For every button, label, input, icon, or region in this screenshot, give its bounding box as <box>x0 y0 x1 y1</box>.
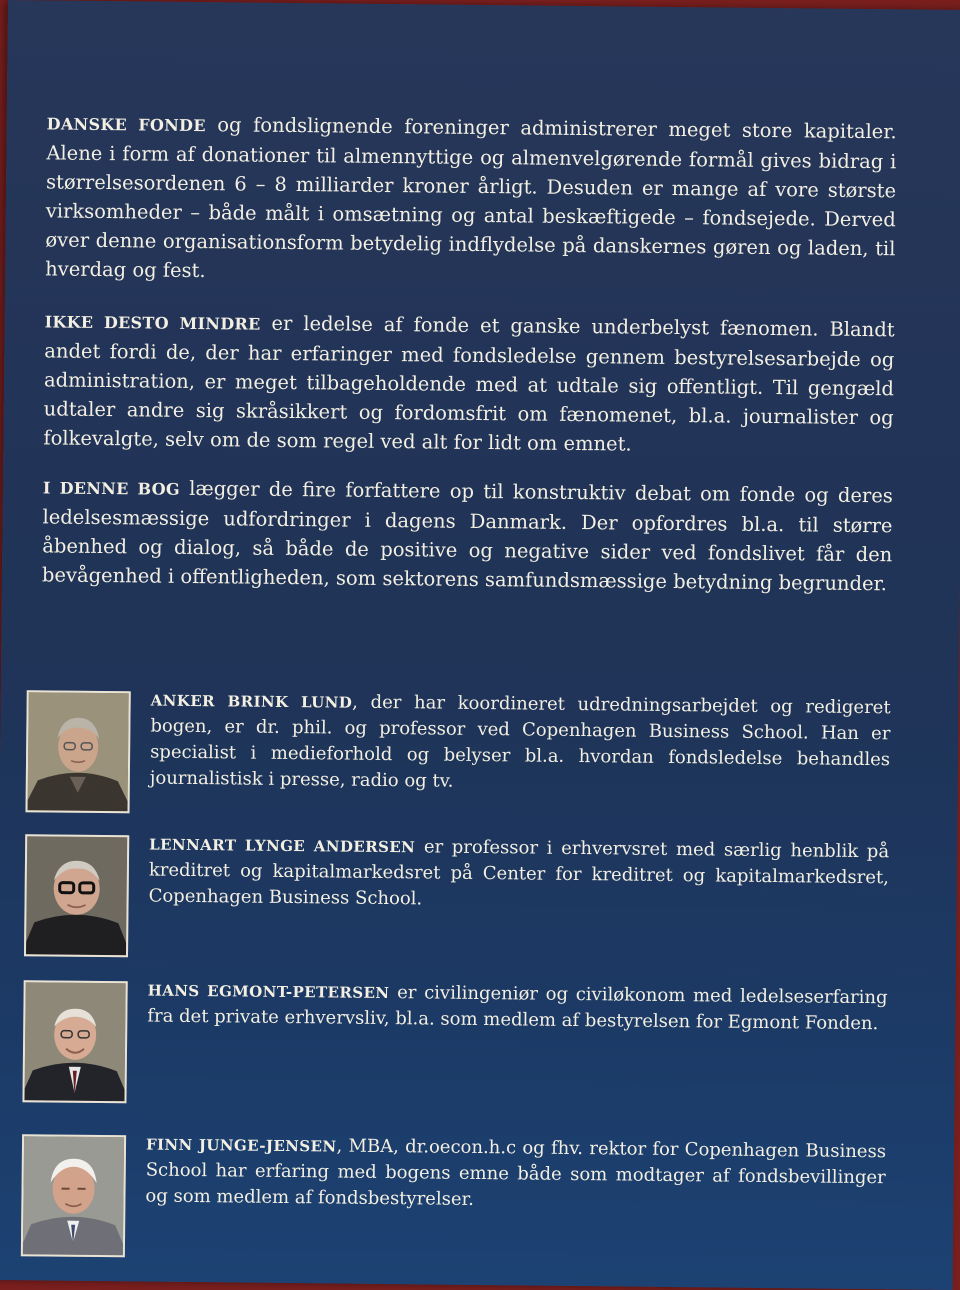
author-photo <box>22 980 127 1103</box>
author-photo <box>25 690 130 813</box>
author-description: er professor i erhvervsret med særlig henblik på kreditret og kapitalmarkedsret på Center for kreditret og kapitalmarkedsret, Copenhagen Business School. <box>148 836 890 910</box>
author-name: HANS EGMONT-PETERSEN <box>147 981 390 1003</box>
author-description: , MBA, dr.oecon.h.c og fhv. rektor for Copenhagen Business School har erfaring med bogens emne både som modtager af fondsbevillinger og som medlem af fondsbestyrelser. <box>145 1135 887 1210</box>
author-photo <box>21 1134 126 1257</box>
paragraph-text: lægger de fire forfattere op til konstruktiv debat om fonde og deres ledelsesmæssige udfordringer i dagens Danmark. Der opfordres bl.a. til større åbenhed og dialog, så både de positive og negative sider ved fondslivet får den bevågenhed i offentligheden, som sektorens samfundsmæssige betydning begrunder. <box>41 476 893 596</box>
second-paragraph <box>43 306 894 461</box>
paragraph-lead: I DENNE BOG <box>42 478 181 499</box>
author-entry <box>24 834 905 963</box>
author-entry <box>22 980 903 1109</box>
author-name: FINN JUNGE-JENSEN <box>145 1135 337 1156</box>
author-bio <box>145 1132 886 1218</box>
author-bio <box>147 978 888 1038</box>
paragraph-text: og fondslignende foreninger administrerer meget store kapitaler. Alene i form af donationer til almennyttige og almenvelgørende formål gives bidrag i størrelsesordenen 6 – 8 milliarder kroner årligt. Desuden er mange af vore største virksomheder – både målt i omsætning og antal beskæftigede – fondsejede. Derved øver denne organisationsform betydelig indflydelse på danskernes gøren og laden, til hverdag og fest. <box>45 113 897 283</box>
author-entry <box>26 690 907 819</box>
author-description: , der har koordineret udredningsarbejdet og redigeret bogen, er dr. phil. og professor ved Copenhagen Business School. Han er specialist i medieforhold og belyser bl.a. hvordan fondsledelse behandles journalistisk i presse, radio og tv. <box>149 691 891 792</box>
paragraph-text: er ledelse af fonde et ganske underbelyst fænomen. Blandt andet fordi de, der har erfaringer med fondsledelse gennem bestyrelsesarbejde og administration, er meget tilbageholdende med at udtale sig offentligt. Til gengæld udtaler andre sig skråsikkert og fordomsfrit om fænomenet, bl.a. journalister og folkevalgte, selv om de som regel ved alt for lidt om emnet. <box>43 311 895 456</box>
author-bio <box>148 832 889 918</box>
author-description: er civilingeniør og civiløkonom med ledelseserfaring fra det private erhvervsliv, bl.a. som medlem af bestyrelsen for Egmont Fonden. <box>147 982 888 1035</box>
author-photo <box>24 834 129 957</box>
paragraph-lead: IKKE DESTO MINDRE <box>44 312 261 334</box>
third-paragraph <box>42 472 893 598</box>
intro-paragraph <box>45 108 897 292</box>
author-bio <box>150 688 891 800</box>
author-name: ANKER BRINK LUND <box>150 691 353 712</box>
author-entry <box>21 1134 902 1263</box>
author-name: LENNART LYNGE ANDERSEN <box>149 835 416 857</box>
paragraph-lead: DANSKE FONDE <box>46 114 206 136</box>
